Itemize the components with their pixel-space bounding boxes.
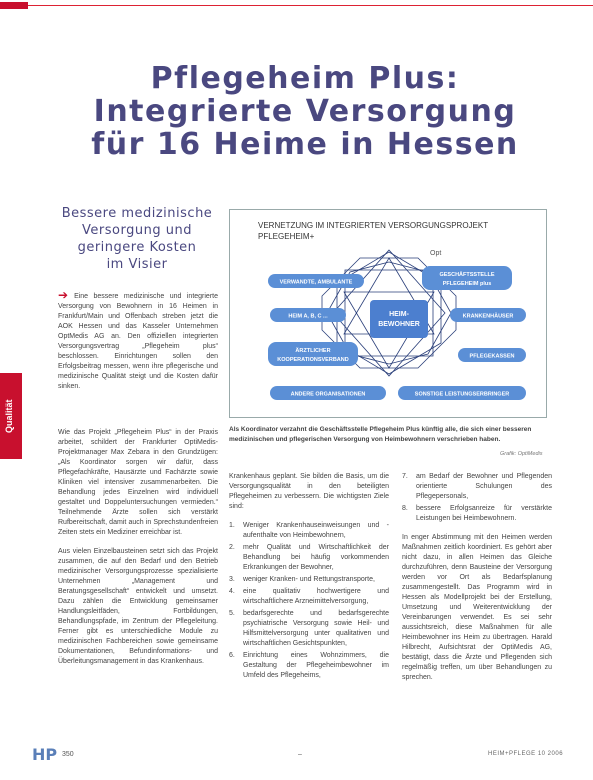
list-text: bessere Erfolgsanreize für verstärkte Leistungen bei Heimbewohnern. <box>416 505 552 522</box>
node-bottom-left-label: ANDERE ORGANISATIONEN <box>290 391 366 398</box>
right-column <box>402 472 552 692</box>
list-item <box>229 575 389 585</box>
title-line: Integrierte Versorgung <box>93 94 517 129</box>
goals-list <box>229 521 389 681</box>
center-node <box>370 300 428 338</box>
list-number: 4. <box>229 588 235 595</box>
list-text: weniger Kranken- und Rettungstransporte, <box>243 576 375 583</box>
left-column <box>58 428 218 676</box>
magazine-logo: HP <box>32 745 58 764</box>
middle-column <box>229 472 389 683</box>
center-box <box>370 300 428 338</box>
left-paragraph-2: Aus vielen Einzelbausteinen setzt sich das Projekt zusammen, die auf den Bedarf und den Betrieb medizinischer Versorgungsprozesse spezialisierte Unternehmen „Management und Beratungsgesellschaft“ entwickelt und umsetzt. Dazu zählen die Entwicklung gemeinsamer Handlungsleitfäden, Fortbildungen, Behandlungspfade, im Zentrum der Pflegeleitung. Ferner gibt es unterschiedliche Module zu medizinischen Fachbereichen sowie gemeinsame Dokumentationen, Befundinformations- und Überleitungsmanagement in das Krankenhaus. <box>58 548 218 665</box>
diagram-credit: Grafik: OptiMedis <box>500 451 543 457</box>
list-text: Weniger Krankenhauseinweisungen und -aufenthalte von Heimbewohnern, <box>243 522 389 539</box>
list-text: Einrichtung eines Wohnzimmers, die Gestaltung der Pflegeheimbewohner im Umfeld des Pflegeheims, <box>243 652 389 679</box>
diagram-graphic <box>230 210 548 419</box>
list-number: 8. <box>402 505 408 512</box>
diagram-title: VERNETZUNG IM INTEGRIERTEN VERSORGUNGSPROJEKT <box>258 221 489 230</box>
center-label-1: HEIM- <box>389 311 409 318</box>
article-title <box>60 62 550 161</box>
intro-paragraph <box>58 290 218 392</box>
top-red-bar <box>0 2 28 9</box>
list-text: am Bedarf der Bewohner und Pflegenden orientierte Schulungen des Pflegepersonals, <box>416 473 552 500</box>
intro-text: Eine bessere medizinische und integrierte Versorgung von Bewohnern in 16 Heimen in Frankfurt/Main und Offenbach streben jetzt die AOK Hessen und das Kasseler Unternehmen OptMedis AG an. Den offiziellen integrierten Versorgungsvertrag „Pflegeheim plus“ beschlossen. Einrichtungen sollen den Erfolgsbeitrag messen, wenn ihre pflegerische und medizinische Qualität steigt und die Kosten dafür sinken. <box>58 293 218 390</box>
node-top-left-label: VERWANDTE, AMBULANTE <box>279 279 353 286</box>
network-diagram <box>229 209 547 418</box>
title-line: Pflegeheim Plus: <box>150 61 460 96</box>
list-number: 5. <box>229 610 235 617</box>
intro-column <box>58 290 218 401</box>
node-low-left-label-2: KOOPERATIONSVERBAND <box>277 357 349 363</box>
list-item <box>402 472 552 502</box>
list-item <box>229 609 389 649</box>
list-number: 7. <box>402 473 408 480</box>
list-text: bedarfsgerechte und bedarfsgerechte psychiatrische Versorgung sowie Heil- und Hilfsmittelversorgung unter qualitativen und wirtschaftlichen Gesichtspunkten, <box>243 610 389 647</box>
top-rule <box>28 5 593 6</box>
list-item <box>229 651 389 681</box>
diagram-caption: Als Koordinator verzahnt die Geschäftsstelle Pflegeheim Plus künftig alle, die sich einer besseren medizinischen und pflegerischen Versorgung von Heimbewohnern verschrieben haben. <box>229 426 532 443</box>
goals-list-cont <box>402 472 552 524</box>
node-mid-right-label: KRANKENHÄUSER <box>462 313 514 320</box>
list-item <box>229 521 389 541</box>
list-text: eine qualitativ hochwertigere und wirtschaftlichere Arzneimittelversorgung, <box>243 588 389 605</box>
middle-intro: Krankenhaus geplant. Sie bilden die Basis, um die Versorgungsqualität in den beteiligten Pflegeheimen zu verbessern. Die wichtigsten Ziele sind: <box>229 473 389 510</box>
top-bar <box>0 0 593 12</box>
article-subhead <box>48 205 226 273</box>
page-number: 350 <box>62 751 74 758</box>
list-text: mehr Qualität und Wirtschaftlichkeit der Behandlung bei häufig vorkommenden Erkrankungen der Bewohner, <box>243 544 389 571</box>
list-number: 2. <box>229 544 235 551</box>
section-tab <box>0 373 22 459</box>
list-number: 6. <box>229 652 235 659</box>
title-line: für 16 Heime in Hessen <box>91 127 519 162</box>
list-item <box>402 504 552 524</box>
node-low-right-label: PFLEGEKASSEN <box>469 353 515 360</box>
footer-dash: – <box>298 751 302 758</box>
diagram-logo: Opt <box>430 250 442 257</box>
node-top-right-label-2: PFLEGEHEIM plus <box>442 281 492 287</box>
node-low-left-label-1: ÄRZTLICHER <box>295 348 331 354</box>
journal-reference: HEIM+PFLEGE 10 2006 <box>488 751 564 757</box>
subhead-line: im Visier <box>106 257 168 272</box>
subhead-line: Versorgung und <box>82 223 192 238</box>
list-item <box>229 543 389 573</box>
center-label-2: BEWOHNER <box>378 321 420 328</box>
arrow-icon: ➔ <box>58 288 69 302</box>
left-paragraph-1: Wie das Projekt „Pflegeheim Plus“ in der Praxis arbeitet, schildert der Frankfurter OptiMedis-Projektmanager Max Zebara in den Grundzügen: „Als Koordinator sorgen wir dafür, dass Pflegefachkräfte, Hausärzte und Fachärzte sowie Kliniken viel intensiver zusammenarbeiten. Die Behandlung jedes Einzelnen wird individuell gestaltet und Doppeluntersuchungen vermieden.“ Teilnehmende Ärzte sollen sich verstärkt Rufbereitschaft, damit auch in Sprechstundenfreien Zeiten stets ein Mediziner erreichbar ist. <box>58 429 218 536</box>
subhead-line: geringere Kosten <box>77 240 197 255</box>
node-top-right-label-1: GESCHÄFTSSTELLE <box>439 272 495 278</box>
list-number: 1. <box>229 522 235 529</box>
subhead-line: Bessere medizinische <box>61 206 213 221</box>
right-paragraph: In enger Abstimmung mit den Heimen werden Maßnahmen zeitlich koordiniert. Es gehört aber nicht dazu, in allen Heimen das Gleiche durchzuführen, denn Bausteine der Versorgung werden vor Ort als Bedarfsplanung zusammengestellt. Das Programm wird in Hessen als Modellprojekt bei der Erstellung, Umsetzung und Weiterentwicklung der Vereinbarungen verwendet. Es sei sehr aussichtsreich, diese Maßnahmen für alle Heimbewohner ins Heim zu übertragen. Harald Hilbrecht, Aufsichtsrat der OptiMedis AG, bestätigt, dass die Ärzte und Pflegenden sich regelmäßig treffen, um über Behandlungen zu sprechen. <box>402 534 552 681</box>
node-bottom-right-label: SONSTIGE LEISTUNGSERBRINGER <box>414 391 510 398</box>
list-item <box>229 587 389 607</box>
node-mid-left-label: HEIM A, B, C ... <box>288 313 328 320</box>
list-number: 3. <box>229 576 235 583</box>
section-tab-label: Qualität <box>4 399 14 433</box>
diagram-subtitle: PFLEGEHEIM+ <box>258 232 315 241</box>
